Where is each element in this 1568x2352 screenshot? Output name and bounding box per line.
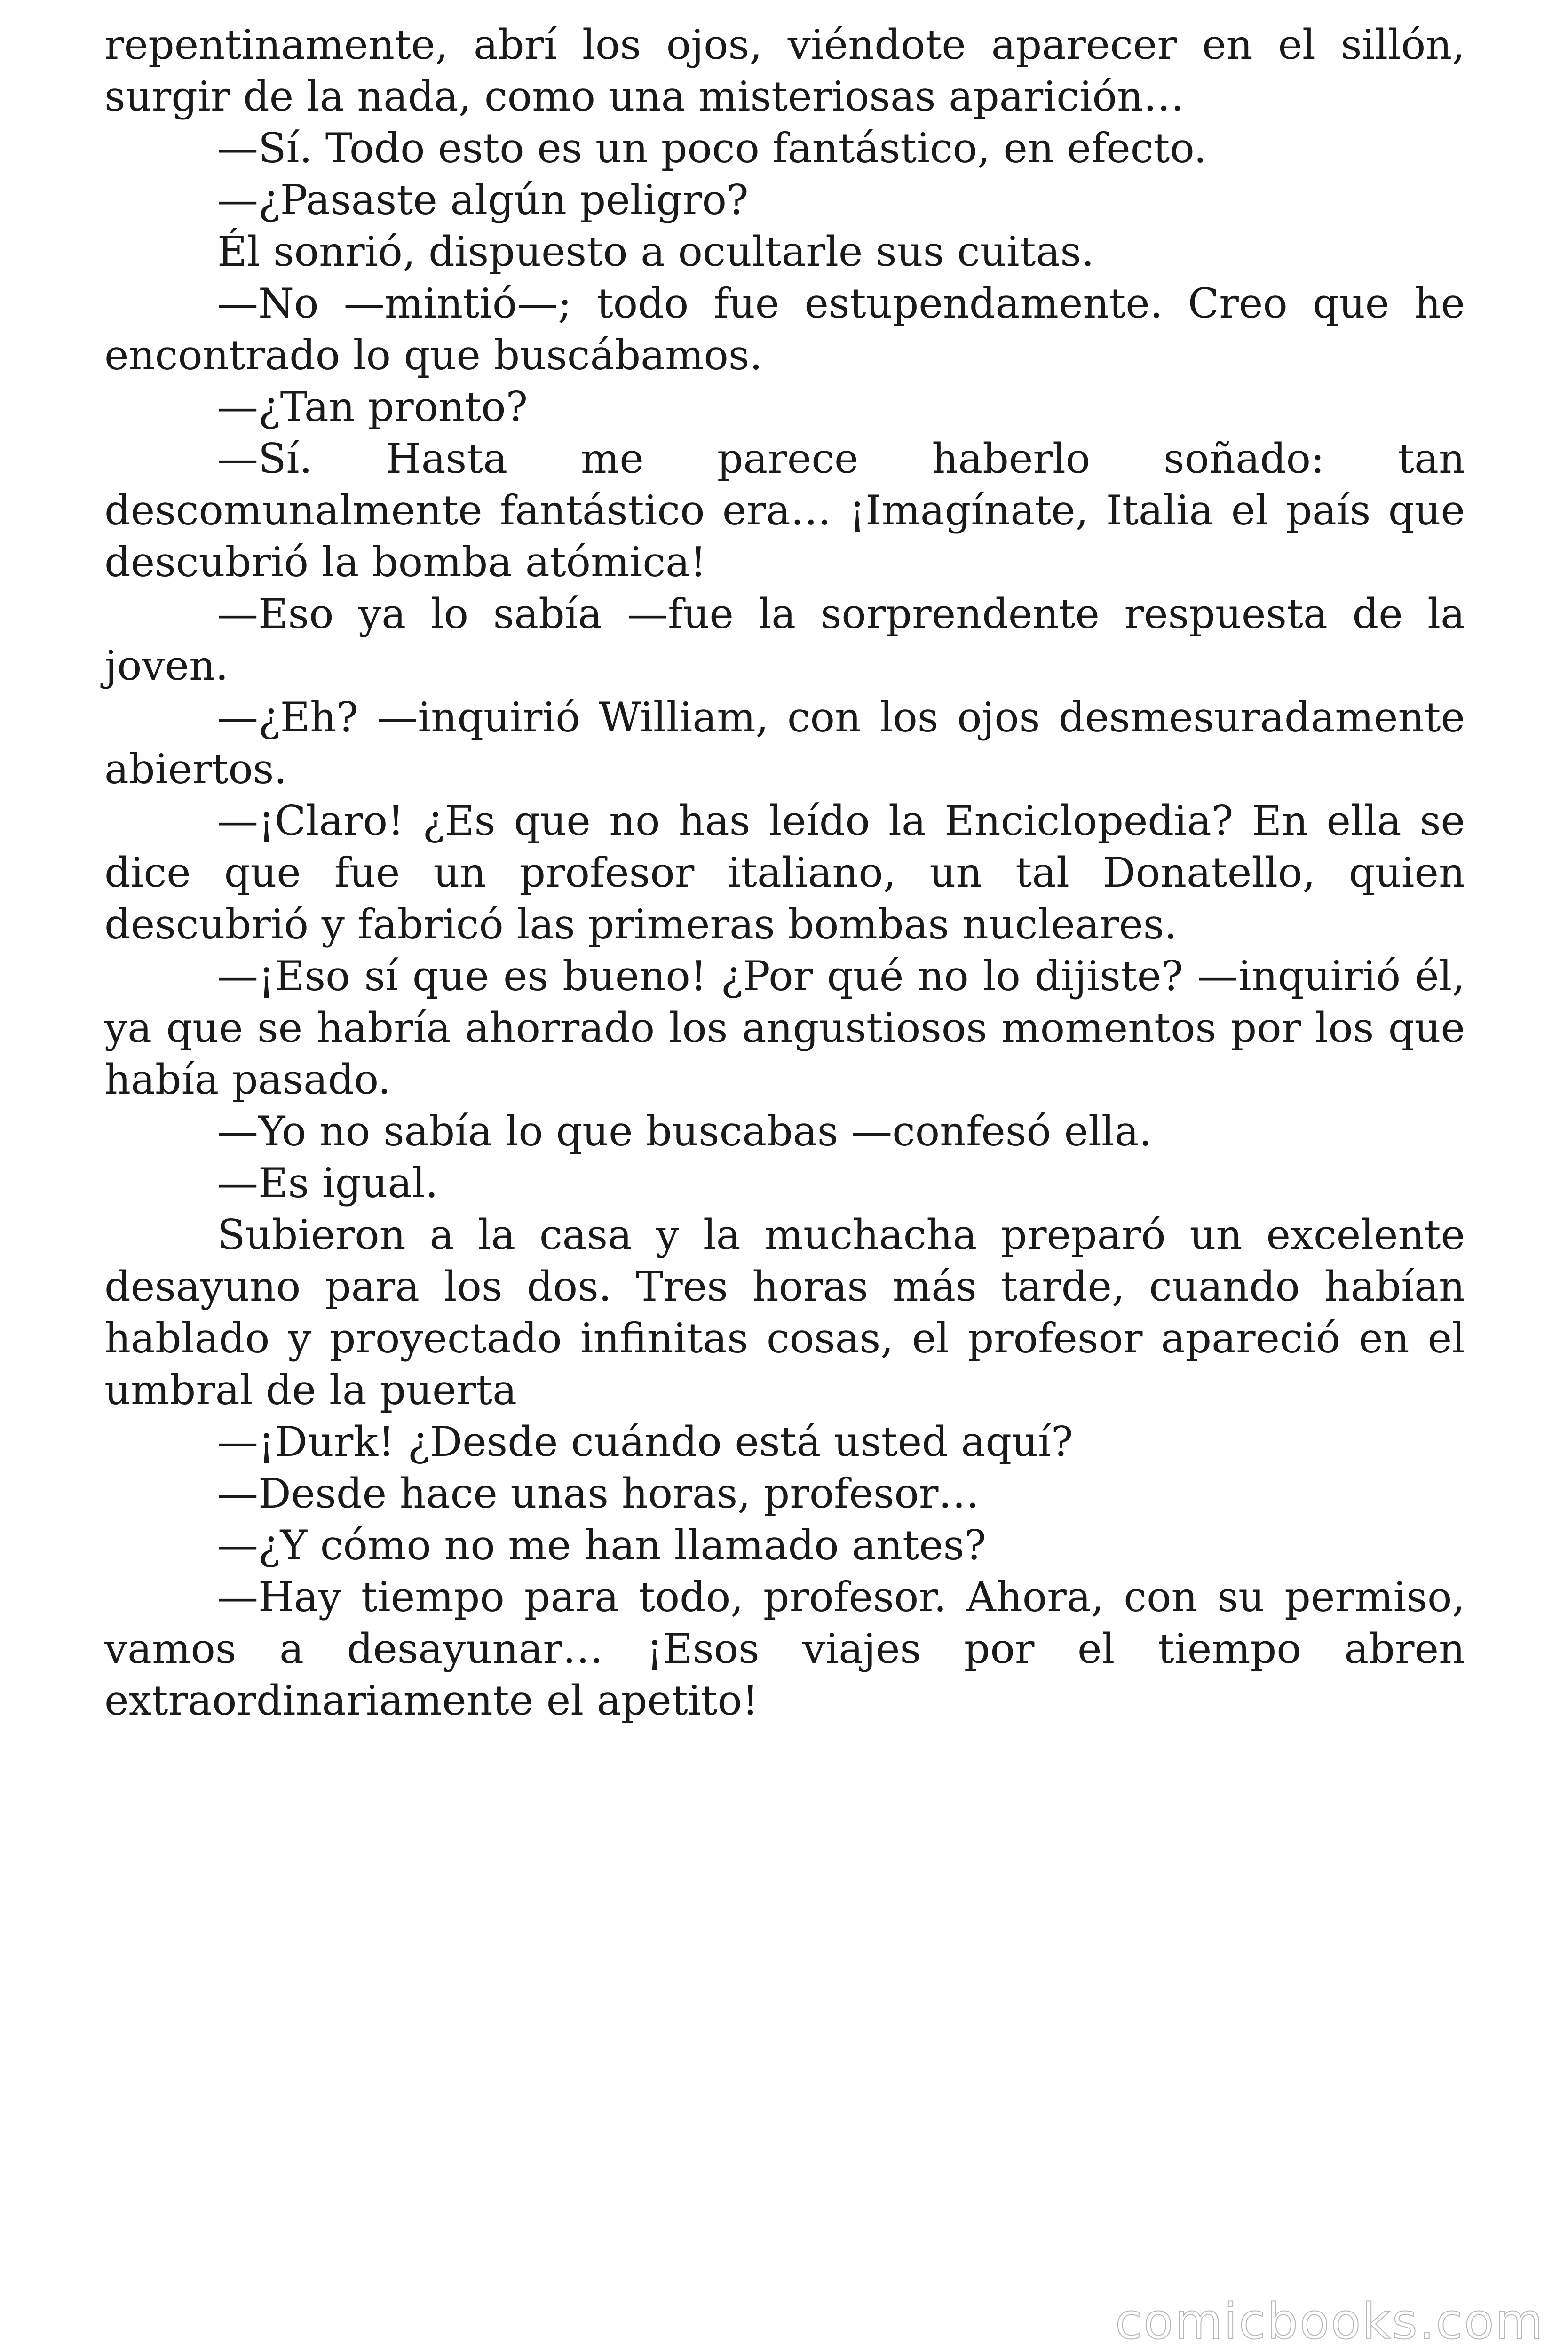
paragraph: repentinamente, abrí los ojos, viéndote aparecer en el sillón, surgir de la nada, como una misteriosas aparición… [104,21,1465,120]
paragraph: —Sí. Todo esto es un poco fantástico, en efecto. [217,124,1207,172]
paragraph: —Hay tiempo para todo, profesor. Ahora, con su permiso, vamos a desayunar… ¡Esos viajes por el tiempo abren extraordinariamente el apetito! [104,1573,1465,1724]
paragraph: —Eso ya lo sabía —fue la sorprendente respuesta de la joven. [104,590,1465,690]
paragraph: —Es igual. [217,1159,438,1207]
paragraph: —Sí. Hasta me parece haberlo soñado: tan descomunalmente fantástico era… ¡Imagínate, Italia el país que descubrió la bomba atómica! [104,435,1465,586]
paragraph: —No —mintió—; todo fue estupendamente. Creo que he encontrado lo que buscábamos. [104,279,1465,379]
paragraph: Subieron a la casa y la muchacha preparó un excelente desayuno para los dos. Tres horas más tarde, cuando habían hablado y proyectado infinitas cosas, el profesor apareció en el umbral de la puerta [104,1211,1465,1414]
paragraph: —¿Pasaste algún peligro? [217,176,749,224]
document-body [104,19,1465,1726]
paragraph: —¿Tan pronto? [217,383,528,431]
paragraph: —¿Y cómo no me han llamado antes? [217,1521,986,1569]
watermark-text: comicbooks.com [1115,2293,1544,2350]
paragraph: —¡Durk! ¿Desde cuándo está usted aquí? [217,1418,1073,1466]
paragraph: —Desde hace unas horas, profesor… [217,1470,980,1518]
paragraph: Él sonrió, dispuesto a ocultarle sus cuitas. [217,228,1094,276]
paragraph: —¿Eh? —inquirió William, con los ojos desmesuradamente abiertos. [104,693,1465,793]
paragraph: —¡Claro! ¿Es que no has leído la Enciclopedia? En ella se dice que fue un profesor italiano, un tal Donatello, quien descubrió y fabricó las primeras bombas nucleares. [104,797,1465,948]
paragraph: —¡Eso sí que es bueno! ¿Por qué no lo dijiste? —inquirió él, ya que se habría ahorrado los angustiosos momentos por los que había pasado. [104,952,1465,1104]
paragraph: —Yo no sabía lo que buscabas —confesó ella. [217,1107,1152,1155]
